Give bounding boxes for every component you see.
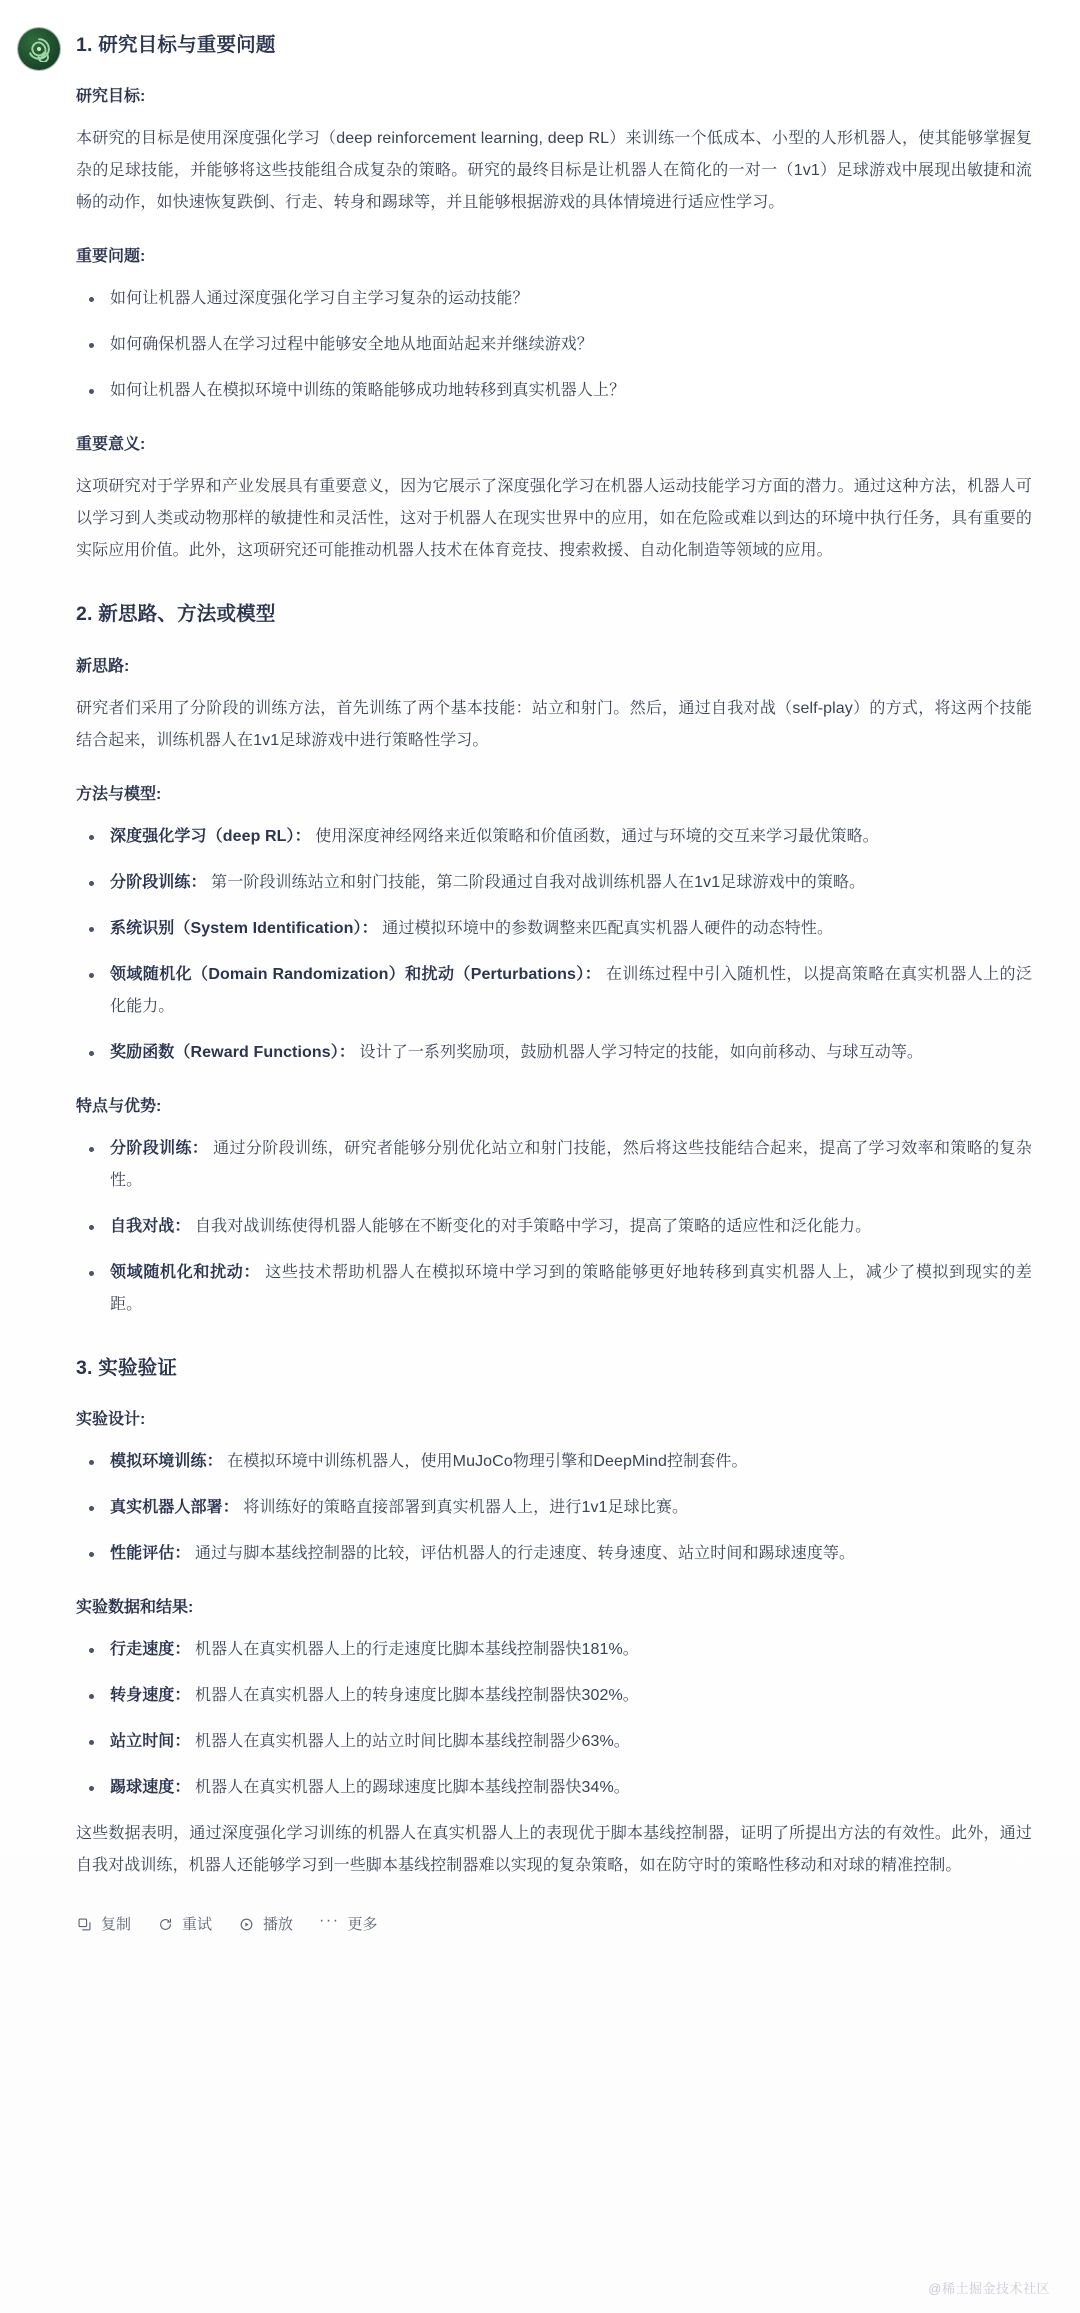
list-item-term: 模拟环境训练： bbox=[110, 1452, 223, 1470]
list-item-term: 奖励函数（Reward Functions）： bbox=[110, 1043, 355, 1061]
list-item bbox=[76, 1538, 1032, 1570]
list-item-desc: 机器人在真实机器人上的行走速度比脚本基线控制器快181%。 bbox=[190, 1640, 639, 1658]
list-item: 如何让机器人在模拟环境中训练的策略能够成功地转移到真实机器人上？ bbox=[76, 375, 1032, 407]
experiment-results-list bbox=[76, 1634, 1032, 1804]
experiment-results-heading: 实验数据和结果: bbox=[76, 1598, 194, 1616]
list-item-desc: 设计了一系列奖励项，鼓励机器人学习特定的技能，如向前移动、与球互动等。 bbox=[354, 1043, 924, 1061]
new-idea-heading: 新思路: bbox=[76, 657, 130, 675]
experiment-design-heading: 实验设计: bbox=[76, 1410, 146, 1428]
play-button[interactable] bbox=[238, 1916, 293, 1933]
message-action-toolbar bbox=[76, 1912, 1032, 1959]
list-item-desc: 通过与脚本基线控制器的比较，评估机器人的行走速度、转身速度、站立时间和踢球速度等。 bbox=[190, 1544, 856, 1562]
list-item-desc: 机器人在真实机器人上的站立时间比脚本基线控制器少63%。 bbox=[190, 1732, 630, 1750]
list-item bbox=[76, 1037, 1032, 1069]
list-item bbox=[76, 1211, 1032, 1243]
watermark: @稀土掘金技术社区 bbox=[928, 2281, 1050, 2296]
list-item bbox=[76, 1726, 1032, 1758]
list-item-desc: 在训练过程中引入随机性，以提高策略在真实机器人上的泛化能力。 bbox=[110, 965, 1032, 1015]
play-label: 播放 bbox=[263, 1915, 294, 1933]
list-item-term: 分阶段训练： bbox=[110, 873, 207, 891]
conclusion-paragraph: 这些数据表明，通过深度强化学习训练的机器人在真实机器人上的表现优于脚本基线控制器，证明了所提出方法的有效性。此外，通过自我对战训练，机器人还能够学习到一些脚本基线控制器难以实现的复杂策略，如在防守时的策略性移动和对球的精准控制。 bbox=[76, 1824, 1032, 1874]
list-item bbox=[76, 1680, 1032, 1712]
spiral-logo-icon bbox=[18, 28, 60, 70]
ellipsis-icon: ··· bbox=[319, 1912, 340, 1930]
copy-label: 复制 bbox=[101, 1915, 132, 1933]
list-item bbox=[76, 1492, 1032, 1524]
list-item bbox=[76, 1257, 1032, 1321]
list-item-term: 系统识别（System Identification）： bbox=[110, 919, 378, 937]
features-list bbox=[76, 1133, 1032, 1321]
retry-button[interactable] bbox=[157, 1916, 212, 1933]
significance-heading: 重要意义: bbox=[76, 436, 146, 454]
list-item-term: 站立时间： bbox=[110, 1732, 191, 1750]
assistant-message-row bbox=[0, 22, 1032, 1959]
significance-paragraph: 这项研究对于学界和产业发展具有重要意义，因为它展示了深度强化学习在机器人运动技能学习方面的潜力。通过这种方法，机器人可以学习到人类或动物那样的敏捷性和灵活性，这对于机器人在现实世界中的应用，如在危险或难以到达的环境中执行任务，具有重要的实际应用价值。此外，这项研究还可能推动机器人技术在体育竞技、搜索救援、自动化制造等领域的应用。 bbox=[76, 478, 1032, 560]
list-item-term: 深度强化学习（deep RL）： bbox=[110, 827, 311, 845]
list-item bbox=[76, 959, 1032, 1023]
section-3-title: 3. 实验验证 bbox=[76, 1356, 178, 1379]
new-idea-paragraph: 研究者们采用了分阶段的训练方法，首先训练了两个基本技能：站立和射门。然后，通过自我对战（self-play）的方式，将这两个技能结合起来，训练机器人在1v1足球游戏中进行策略性学习。 bbox=[76, 699, 1032, 749]
copy-icon bbox=[76, 1916, 93, 1933]
list-item-term: 自我对战： bbox=[110, 1217, 191, 1235]
list-item-desc: 将训练好的策略直接部署到真实机器人上，进行1v1足球比赛。 bbox=[238, 1498, 689, 1516]
refresh-icon bbox=[157, 1916, 174, 1933]
list-item-term: 踢球速度： bbox=[110, 1778, 191, 1796]
more-button[interactable] bbox=[319, 1912, 378, 1933]
list-item-desc: 通过模拟环境中的参数调整来匹配真实机器人硬件的动态特性。 bbox=[377, 919, 834, 937]
research-goal-heading: 研究目标: bbox=[76, 88, 146, 106]
key-questions-heading: 重要问题: bbox=[76, 248, 146, 266]
list-item-desc: 机器人在真实机器人上的踢球速度比脚本基线控制器快34%。 bbox=[190, 1778, 630, 1796]
methods-heading: 方法与模型: bbox=[76, 785, 162, 803]
list-item-term: 真实机器人部署： bbox=[110, 1498, 239, 1516]
list-item-desc: 这些技术帮助机器人在模拟环境中学习到的策略能够更好地转移到真实机器人上，减少了模拟到现实的差距。 bbox=[110, 1263, 1032, 1313]
list-item-term: 行走速度： bbox=[110, 1640, 191, 1658]
list-item-term: 领域随机化（Domain Randomization）和扰动（Perturbations）： bbox=[110, 965, 602, 983]
section-1-title: 1. 研究目标与重要问题 bbox=[76, 34, 276, 56]
list-item bbox=[76, 913, 1032, 945]
more-label: 更多 bbox=[347, 1915, 378, 1933]
list-item-desc: 第一阶段训练站立和射门技能，第二阶段通过自我对战训练机器人在1v1足球游戏中的策略。 bbox=[206, 873, 866, 891]
research-goal-paragraph: 本研究的目标是使用深度强化学习（deep reinforcement learning, deep RL）来训练一个低成本、小型的人形机器人，使其能够掌握复杂的足球技能，并能够将这些技能组合成复杂的策略。研究的最终目标是让机器人在简化的一对一（1v1）足球游戏中展现出敏捷和流畅的动作，如快速恢复跌倒、行走、转身和踢球等，并且能够根据游戏的具体情境进行适应性学习。 bbox=[76, 130, 1032, 212]
list-item bbox=[76, 1634, 1032, 1666]
list-item-term: 转身速度： bbox=[110, 1686, 191, 1704]
list-item bbox=[76, 821, 1032, 853]
message-body bbox=[60, 22, 1032, 1959]
list-item-desc: 通过分阶段训练，研究者能够分别优化站立和射门技能，然后将这些技能结合起来，提高了学习效率和策略的复杂性。 bbox=[110, 1139, 1033, 1189]
list-item-term: 分阶段训练： bbox=[110, 1139, 209, 1157]
copy-button[interactable] bbox=[76, 1916, 131, 1933]
list-item: 如何让机器人通过深度强化学习自主学习复杂的运动技能？ bbox=[76, 283, 1032, 315]
section-2-title: 2. 新思路、方法或模型 bbox=[76, 603, 276, 626]
list-item-desc: 机器人在真实机器人上的转身速度比脚本基线控制器快302%。 bbox=[190, 1686, 639, 1704]
list-item-desc: 在模拟环境中训练机器人，使用MuJoCo物理引擎和DeepMind控制套件。 bbox=[222, 1452, 748, 1470]
list-item bbox=[76, 1772, 1032, 1804]
features-heading: 特点与优势: bbox=[76, 1097, 162, 1115]
list-item bbox=[76, 1133, 1032, 1197]
retry-label: 重试 bbox=[182, 1915, 213, 1933]
key-questions-list bbox=[76, 283, 1032, 407]
list-item-desc: 自我对战训练使得机器人能够在不断变化的对手策略中学习，提高了策略的适应性和泛化能力。 bbox=[190, 1217, 872, 1235]
methods-list bbox=[76, 821, 1032, 1069]
list-item: 如何确保机器人在学习过程中能够安全地从地面站起来并继续游戏？ bbox=[76, 329, 1032, 361]
play-icon bbox=[238, 1916, 255, 1933]
list-item bbox=[76, 1446, 1032, 1478]
list-item-desc: 使用深度神经网络来近似策略和价值函数，通过与环境的交互来学习最优策略。 bbox=[310, 827, 879, 845]
experiment-design-list bbox=[76, 1446, 1032, 1570]
list-item bbox=[76, 867, 1032, 899]
list-item-term: 领域随机化和扰动： bbox=[110, 1263, 261, 1281]
list-item-term: 性能评估： bbox=[110, 1544, 191, 1562]
